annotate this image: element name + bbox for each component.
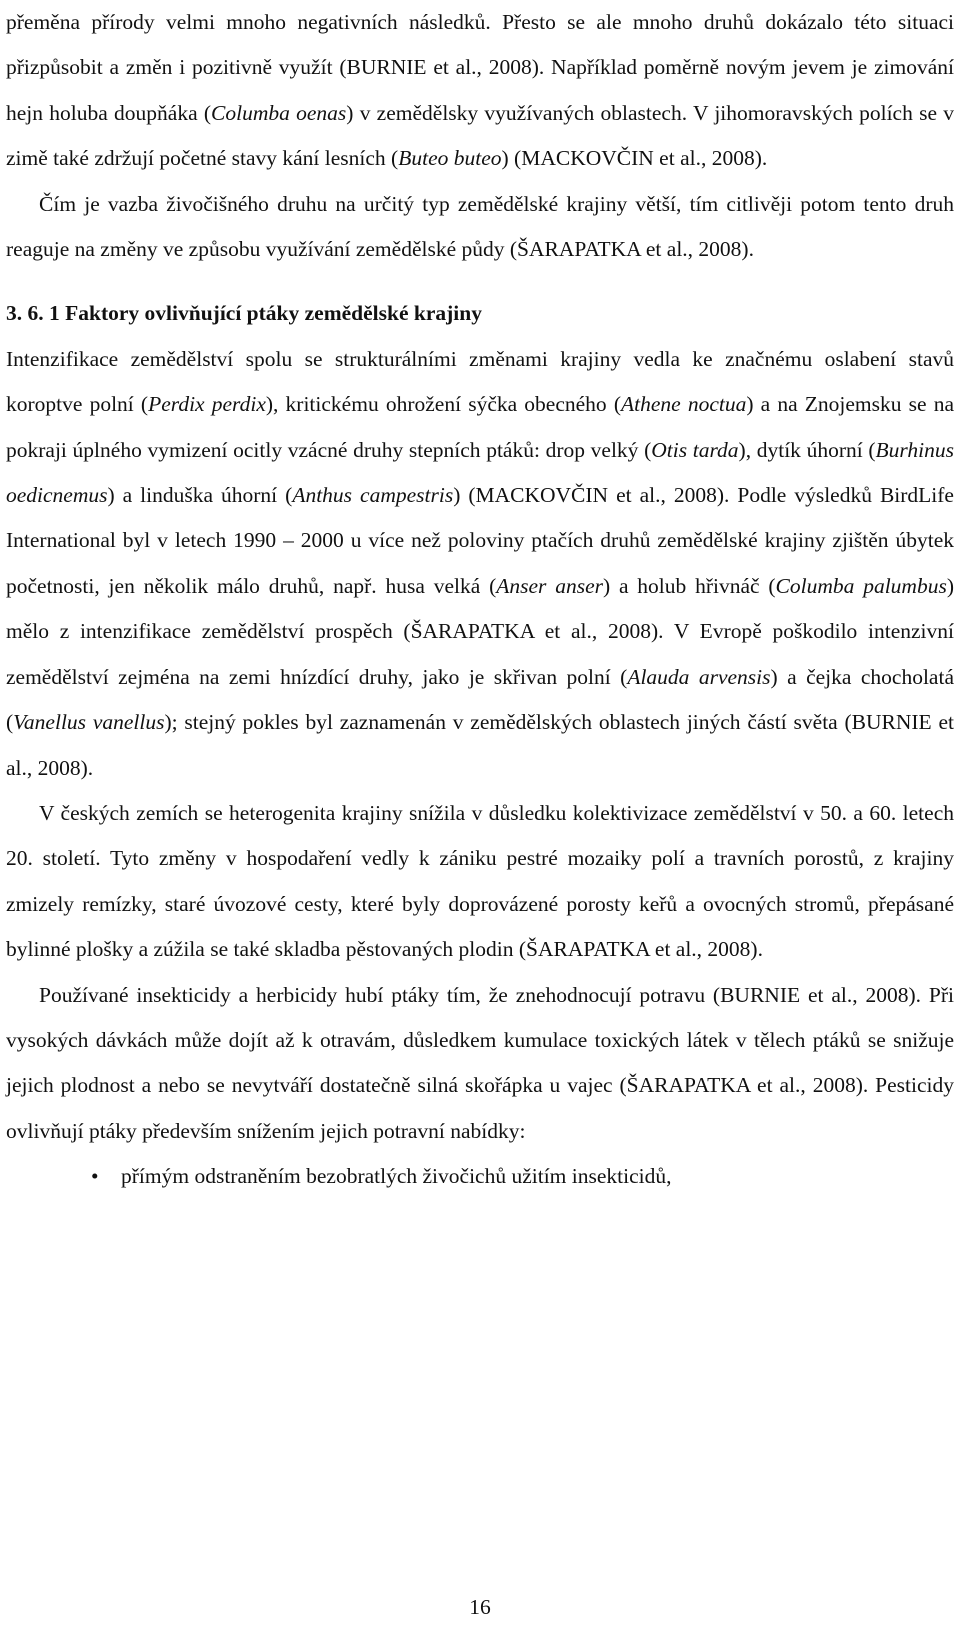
paragraph-factors (6, 337, 954, 791)
species-name: Athene noctua (620, 392, 747, 417)
paragraph-pesticides: Používané insekticidy a herbicidy hubí ptáky tím, že znehodnocují potravu (BURNIE et al., 2008). Při vysokých dávkách může dojít až k otravám, důsledkem kumulace toxických látek v tělech ptáků se snižuje jejich plodnost a nebo se nevytváří dostatečně silná skořápka u vajec (ŠARAPATKA et al., 2008). Pesticidy ovlivňují ptáky především snížením jejich potravní nabídky: (6, 982, 954, 1143)
species-name: Otis tarda (651, 437, 739, 462)
text-run: ) a linduška úhorní ( (107, 483, 293, 508)
text-run: ) v zemědělsky využívaných oblastech. V jihomoravských polích se v zimě také zdržují početné stavy kání lesních ( (6, 100, 955, 171)
text-run: ) (MACKOVČIN et al., 2008). Podle výsledků BirdLife International byl v letech 1990 – 2000 u více než poloviny ptačích druhů zemědělské krajiny zjištěn úbytek početnosti, jen několik málo druhů, např. husa velká ( (6, 483, 954, 598)
species-name: Perdix perdix (148, 392, 266, 417)
text-run: ); stejný pokles byl zaznamenán v zemědělských oblastech jiných částí světa (BURNIE et al., 2008). (6, 710, 954, 780)
species-name: Columba palumbus (775, 573, 947, 598)
paragraph-intro (6, 0, 954, 182)
paragraph-collectivization: V českých zemích se heterogenita krajiny snížila v důsledku kolektivizace zemědělství v 50. a 60. letech 20. století. Tyto změny v hospodaření vedly k zániku pestré mozaiky polí a travních porostů, z krajiny zmizely remízky, staré úvozové cesty, které byly doprovázené porosty keřů a ovocných stromů, přepásané bylinné plošky a zúžila se také skladba pěstovaných plodin (ŠARAPATKA et al., 2008). (6, 800, 954, 962)
text-run: ) (MACKOVČIN et al., 2008). (501, 146, 768, 171)
page-number: 16 (469, 1595, 491, 1619)
bullet-icon: • (91, 1164, 99, 1189)
text-run: ), dytík úhorní ( (738, 437, 876, 462)
species-name: Columba oenas (211, 100, 347, 125)
list-item-text: přímým odstraněním bezobratlých živočichů užitím insekticidů, (121, 1164, 672, 1189)
species-name: Anthus campestris (292, 483, 454, 508)
text-run: ) mělo z intenzifikace zemědělství prospěch (ŠARAPATKA et al., 2008). V Evropě poškodilo intenzivní zemědělství zejména na zemi hnízdící druhy, jako je skřivan polní ( (6, 573, 954, 689)
text-run: ) a holub hřivnáč ( (602, 573, 776, 598)
text-run: Intenzifikace zemědělství spolu se strukturálními změnami krajiny vedla ke značnému oslabení stavů koroptve polní ( (6, 346, 954, 417)
species-name: Anser anser (496, 573, 603, 598)
bullet-list (6, 1154, 954, 1199)
species-name: Vanellus vanellus (13, 710, 165, 735)
species-name: Buteo buteo (398, 146, 502, 171)
species-name: Burhinus oedicnemus (6, 437, 954, 508)
text-run: ) a na Znojemsku se na pokraji úplného vymizení ocitly vzácné druhy stepních ptáků: drop velký ( (6, 392, 955, 462)
species-name: Alauda arvensis (627, 664, 771, 689)
text-run: ) a čejka chocholatá ( (6, 664, 954, 735)
list-item (6, 1154, 954, 1199)
paragraph-dependency: Čím je vazba živočišného druhu na určitý typ zemědělské krajiny větší, tím citlivěji potom tento druh reaguje na změny ve způsobu využívání zemědělské půdy (ŠARAPATKA et al., 2008). (6, 191, 954, 262)
text-run: přeměna přírody velmi mnoho negativních následků. Přesto se ale mnoho druhů dokázalo této situaci přizpůsobit a změn i pozitivně využít (BURNIE et al., 2008). Například poměrně novým jevem je zimování hejn holuba doupňáka ( (6, 10, 954, 125)
text-run: ), kritickému ohrožení sýčka obecného ( (265, 392, 621, 417)
document-page (6, 0, 954, 1200)
section-heading: 3. 6. 1 Faktory ovlivňující ptáky zemědělské krajiny (6, 301, 482, 326)
